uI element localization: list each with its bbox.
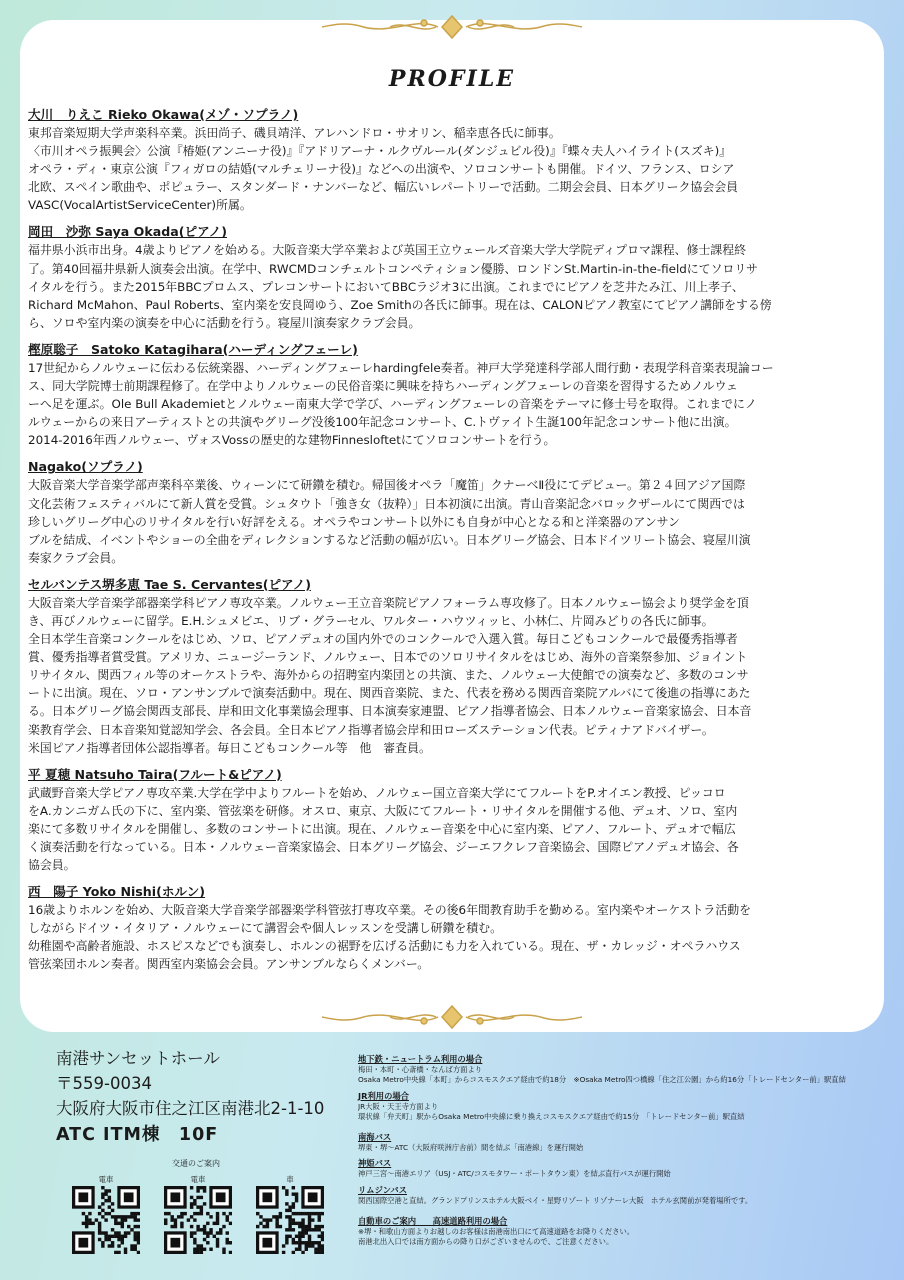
profile-text-line: ーへ足を運ぶ。Ole Bull Akademietとノルウェー南東大学で学び、ハーディングフェーレの音楽をテーマに修士号を取得。これまでにノ <box>28 397 757 412</box>
access-title: 交通のご案内 <box>172 1159 220 1168</box>
profile-card <box>20 20 884 1032</box>
profile-text-line: しながらドイツ・イタリア・ノルウェーにて講習会や個人レッスンを受講し研鑽を積む。 <box>28 921 502 936</box>
profile-text-line: イタルを行う。また2015年BBCプロムス、プレコンサートにおいてBBCラジオ3に出演。これまでにピアノを芝井たみ江、川上孝子、 <box>28 279 744 294</box>
directions-line: JR大阪・天王寺方面より <box>358 1101 439 1111</box>
profile-name: 西 陽子 Yoko Nishi(ホルン) <box>28 884 206 900</box>
profile-text-line: ートに出演。現在、ソロ・アンサンブルで演奏活動中。現在、関西音楽院、また、代表を務める関西音楽院アルバにて後進の指導にあた <box>28 686 751 701</box>
profile-text-line: 賞、優秀指導者賞受賞。アメリカ、ニュージーランド、ノルウェー、日本でのソロリサイタルをはじめ、海外の音楽祭参加、ジョイント <box>28 650 748 665</box>
profile-section <box>28 883 876 973</box>
profile-name: セルバンテス堺多恵 Tae S. Cervantes(ピアノ) <box>28 576 311 592</box>
profile-text-line: ら、ソロや室内楽の演奏を中心に活動を行う。寝屋川演奏家クラブ会員。 <box>28 315 421 330</box>
venue-building: ATC ITM棟 10F <box>56 1125 219 1145</box>
profile-text-line: 全日本学生音楽コンクールをはじめ、ソロ、ピアノデュオの国内外でのコンクールで入選入賞。毎日こどもコンクールで最優秀指導者 <box>28 632 738 647</box>
qr-label: 電車 <box>98 1175 114 1184</box>
profile-section <box>28 458 876 566</box>
profile-text-line: 東邦音楽短期大学声楽科卒業。浜田尚子、磯貝靖洋、アレハンドロ・サオリン、稲幸恵各氏に師事。 <box>28 126 561 140</box>
profile-text-line: Richard McMahon、Paul Roberts、室内楽を安良岡ゆう、Zoe Smithの各氏に師事。現在は、CALONピアノ教室にてピアノ講師をする傍 <box>28 297 772 312</box>
qr-code-icon[interactable] <box>72 1186 140 1254</box>
profile-section <box>28 223 876 331</box>
profile-text-line: ルウェーからの来日アーティストとの共演やグリーグ没後100年記念コンサート、C.トヴァイト生誕100年記念コンサート他に出演。 <box>28 415 737 430</box>
directions-line: 南港北出入口では南方面からの降り口がございませんので、ご注意ください。 <box>358 1237 614 1247</box>
profile-text-line: 奏家クラブ会員。 <box>28 550 124 565</box>
page-title: PROFILE <box>388 66 516 92</box>
directions-heading: 自動車のご案内 高速道路利用の場合 <box>358 1216 508 1227</box>
gold-ornament-top-icon <box>320 12 584 42</box>
qr-car[interactable] <box>256 1174 324 1254</box>
profile-text-line: 福井県小浜市出身。4歳よりピアノを始める。大阪音楽大学卒業および英国王立ウェールズ音楽大学大学院ディプロマ課程、修士課程終 <box>28 243 747 258</box>
profile-text-line: 2014-2016年西ノルウェー、ヴォスVossの歴史的な建物Finnesloftetにてソロコンサートを行う。 <box>28 433 556 448</box>
profile-text-line: 16歳よりホルンを始め、大阪音楽大学音楽学部器楽学科管弦打専攻卒業。その後6年間教育助手を勤める。室内楽やオーケストラ活動を <box>28 903 751 918</box>
profile-text-line: リサイタル、関西フィル等のオーケストラや、海外からの招聘室内楽団との共演、また、ノルウェー大使館での演奏など、多数のコンサ <box>28 668 749 683</box>
profile-text-line: 管弦楽団ホルン奏者。関西室内楽協会会員。アンサンブルならくメンバー。 <box>28 957 430 972</box>
profile-text-line: 北欧、スペイン歌曲や、ポピュラー、スタンダード・ナンバーなど、幅広いレパートリーで活動。二期会会員、日本グリーク協会会員 <box>28 180 738 195</box>
qr-train-2[interactable] <box>164 1174 232 1254</box>
qr-train-1[interactable] <box>72 1174 140 1254</box>
profile-text-line: 大阪音楽大学音楽学部器楽学科ピアノ専攻卒業。ノルウェー王立音楽院ピアノフォーラム専攻修了。日本ノルウェー協会より奨学金を頂 <box>28 595 749 610</box>
venue-name: 南港サンセットホール <box>56 1049 220 1068</box>
profile-text-line: 17世紀からノルウェーに伝わる伝統楽器、ハーディングフェーレhardingfele奏者。神戸大学発達科学部人間行動・表現学科音楽表現論コー <box>28 360 774 375</box>
venue-info <box>56 1046 326 1149</box>
directions-heading: JR利用の場合 <box>358 1090 409 1101</box>
profile-text-line: VASC(VocalArtistServiceCenter)所属。 <box>28 198 252 213</box>
profile-section <box>28 766 876 874</box>
profile-text-line: 米国ピアノ指導者団体公認指導者。毎日こどもコンクール等 他 審査員。 <box>28 740 431 755</box>
profile-text-line: 幼稚園や高齢者施設、ホスピスなどでも演奏し、ホルンの裾野を広げる活動にも力を入れている。現在、ザ・カレッジ・オペラハウス <box>28 939 741 954</box>
profile-section <box>28 576 876 757</box>
profile-text-line: 楽教育学会、日本音楽知覚認知学会、各会員。全日本ピアノ指導者協会岸和田ローズステーション代表。ピティナアドバイザー。 <box>28 722 714 737</box>
directions-line: 環状線「弁天町」駅からOsaka Metro中央線に乗り換えコスモスクエア経由で約15分 「トレードセンター前」駅直結 <box>358 1111 745 1121</box>
qr-code-icon[interactable] <box>256 1186 324 1254</box>
directions-line: 神戸三宮〜南港エリア（USJ・ATC/コスモタワー・ポートタウン東）を結ぶ直行バスが運行開始 <box>358 1169 671 1179</box>
profile-text-line: 大阪音楽大学音楽学部声楽科卒業後、ウィーンにて研鑽を積む。帰国後オペラ「魔笛」クナーベⅡ役にてデビュー。第２４回アジア国際 <box>28 478 746 493</box>
qr-label: 車 <box>286 1175 294 1184</box>
directions-info <box>358 1054 888 1248</box>
profile-text-line: 楽にて多数リサイタルを開催し、多数のコンサートに出演。現在、ノルウェー音楽を中心に室内楽、ピアノ、フルート、デュオで幅広 <box>28 821 736 836</box>
profile-text-line: 協会員。 <box>28 858 76 873</box>
directions-heading: 地下鉄・ニュートラム利用の場合 <box>358 1054 483 1064</box>
qr-code-icon[interactable] <box>164 1186 232 1254</box>
profile-text-line: 文化芸術フェスティバルにて新人賞を受賞。シュタウト「強き女（抜粋）」日本初演に出演。青山音楽記念バロックザールにて関西では <box>28 496 745 511</box>
profile-text-line: る。日本グリーグ協会関西支部長、岸和田文化事業協会理事、日本演奏家連盟、ピアノ指導者協会、日本ノルウェー音楽家協会、日本音 <box>28 704 752 719</box>
gold-ornament-bottom-icon <box>320 1002 584 1032</box>
profiles-list <box>28 106 876 983</box>
profile-text-line: く演奏活動を行なっている。日本・ノルウェー音楽家協会、日本グリーグ協会、ジーエフクレフ音楽協会、国際ピアノデュオ協会、各 <box>28 840 739 854</box>
profile-text-line: をA.カンニガム氏の下に、室内楽、管弦楽を研修。オスロ、東京、大阪にてフルート・リサイタルを開催する他、デュオ、ソロ、室内 <box>28 803 738 818</box>
profile-name: 平 夏穂 Natsuho Taira(フルート&ピアノ) <box>28 766 282 782</box>
directions-line: 堺東・堺〜ATC（大阪府咲洲庁舎前）間を結ぶ「南港線」を運行開始 <box>358 1143 584 1153</box>
profile-name: 岡田 沙弥 Saya Okada(ピアノ) <box>28 224 228 240</box>
venue-address: 大阪府大阪市住之江区南港北2-1-10 <box>56 1099 325 1118</box>
directions-heading: 神姫バス <box>358 1158 392 1169</box>
venue-postal-code: 〒559-0034 <box>56 1074 152 1093</box>
profile-section <box>28 106 876 214</box>
qr-label: 電車 <box>190 1175 206 1184</box>
profile-name: 大川 りえこ Rieko Okawa(メゾ・ソプラノ) <box>28 107 299 122</box>
profile-section <box>28 341 876 449</box>
profile-name: 樫原聡子 Satoko Katagihara(ハーディングフェーレ) <box>28 341 358 357</box>
profile-text-line: オペラ・ディ・東京公演『フィガロの結婚(マルチェリーナ役)』などへの出演や、ソロコンサートも開催。ドイツ、フランス、ロシア <box>28 162 735 177</box>
profile-text-line: 珍しいグリーグ中心のリサイタルを行い好評をえる。オペラやコンサート以外にも自身が中心となる和と洋楽器のアンサン <box>28 514 680 529</box>
profile-text-line: 武蔵野音楽大学ピアノ専攻卒業.大学在学中よりフルートを始め、ノルウェー国立音楽大学にてフルートをP.オイエン教授、ピッコロ <box>28 785 726 800</box>
profile-text-line: き、再びノルウェーに留学。E.H.シュメビエ、リブ・グラーセル、ワルター・ハウツィッヒ、小林仁、片岡みどりの各氏に師事。 <box>28 613 714 628</box>
directions-heading: リムジンバス <box>358 1184 407 1195</box>
profile-text-line: 了。第40回福井県新人演奏会出演。在学中、RWCMDコンチェルトコンペティション優勝、ロンドンSt.Martin-in-the-fieldにてソロリサ <box>28 261 758 276</box>
directions-line: Osaka Metro中央線「本町」からコスモスクエア経由で約18分 ※Osaka Metro四つ橋線「住之江公園」から約16分「トレードセンター前」駅直結 <box>358 1075 846 1085</box>
profile-text-line: ス、同大学院博士前期課程修了。在学中よりノルウェーの民俗音楽に興味を持ちハーディングフェーレの音楽を習得するためノルウェ <box>28 379 738 394</box>
directions-line: 関西国際空港と直結。グランドプリンスホテル大阪ベイ・星野リゾート リゾナーレ大阪 ホテル玄関前が発着場所です。 <box>358 1195 753 1205</box>
profile-text-line: 〈市川オペラ振興会〉公演『椿姫(アンニーナ役)』『アドリアーナ・ルクヴルール(ダンジュビル役)』『蝶々夫人ハイライト(スズキ)』 <box>28 144 732 159</box>
profile-text-line: ブルを結成、イベントやショーの全曲をディレクションするなど活動の幅が広い。日本グリーグ協会、日本ドイツリート協会、寝屋川演 <box>28 532 751 547</box>
directions-heading: 南海バス <box>358 1132 392 1143</box>
directions-line: 梅田・本町・心斎橋・なんば方面より <box>358 1065 483 1074</box>
directions-line: ※堺・和歌山方面よりお越しのお客様は南港南出口にて高速道路をお降りください。 <box>358 1227 635 1237</box>
profile-name: Nagako(ソプラノ) <box>28 459 143 475</box>
